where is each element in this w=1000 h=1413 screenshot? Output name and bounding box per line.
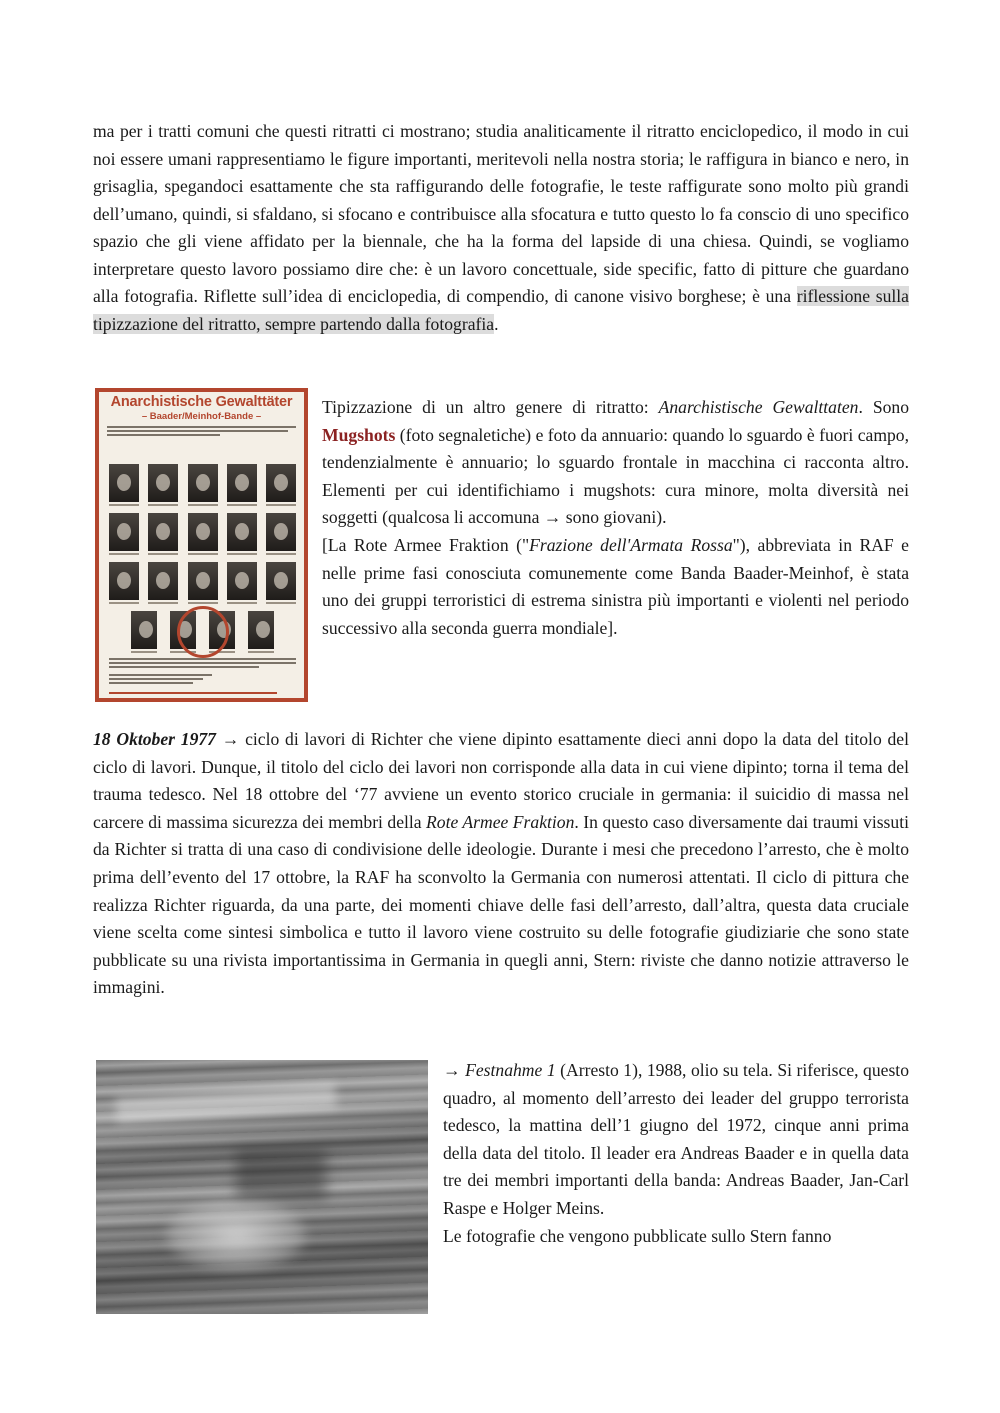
arrow-symbol: → [443,1060,466,1080]
festnahme-section [443,1057,909,1250]
mugshot-photo [109,513,139,551]
raf-note [322,532,909,642]
mugshot-photo [148,562,178,600]
oktober-paragraph [93,726,909,1002]
oktober-title: 18 Oktober 1977 [93,729,216,749]
highlight-circle [177,606,229,658]
mugshot-photo [227,562,257,600]
mugshot-row [109,464,296,506]
mugshot-row [109,562,296,604]
paragraph-richter-portraits [93,118,909,338]
intro-italic-title: Anarchistische Gewalttaten [658,397,859,417]
mugshot-photo [227,464,257,502]
mugshot-row [109,513,296,555]
mugshot-photo [188,464,218,502]
mugshots-section [322,394,909,642]
intro-text: Tipizzazione di un altro genere di ritratto: [322,397,659,417]
paragraph-text: ma per i tratti comuni che questi ritratti ci mostrano; studia analiticamente il ritratto enciclopedico, il modo in cui noi essere umani rappresentiamo le figure importanti, meritevoli nella nostra storia; le raffigura in bianco e nero, in grisaglia, spegandoci esattamente che sta raffigurando delle fotografie, le teste raffigurate sono molto più grandi dell’umano, quindi, si sfaldano, si sfocano e contribuisce alla sfocatura e tutto questo lo fa conscio di uno specifico spazio che gli viene affidato per la biennale, che ha la forma del lapside di una chiesa. Quindi, se vogliamo interpretare questo lavoro possiamo dire che: è un lavoro concettuale, side specific, fatto di pitture che guardano alla fotografia. Riflette sull’idea di enciclopedia, di compendio, di canone visivo borghese; è una [93,121,909,306]
mugshots-keyword: Mugshots [322,424,396,445]
poster-intro-lines [107,426,296,436]
mugshot-photo [227,513,257,551]
stern-paragraph: Le fotografie che vengono pubblicate sullo Stern fanno [443,1225,832,1246]
poster-footer-lines [109,656,296,696]
poster-subtitle: – Baader/Meinhof-Bande – [141,411,262,422]
festnahme-text: (Arresto 1), 1988, olio su tela. Si riferisce, questo quadro, al momento dell’arresto dei leader del gruppo terrorista tedesco, la mattina dell’1 giugno del 1972, cinque anni prima della data del titolo. Il leader era Andreas Baader e in quella data tre dei membri importanti della banda: Andreas Baader, Jan-Carl Raspe e Holger Meins. [443,1060,909,1218]
mugshot-photo [148,464,178,502]
mugshot-photo [109,464,139,502]
mugshot-photo [148,513,178,551]
festnahme-painting-image [96,1060,428,1314]
raf-note-italic: Frazione dell'Armata Rossa [529,534,733,555]
mugshot-photo [131,611,157,649]
oktober-text-2: . In questo caso diversamente dai traumi vissuti da Richter si tratta di una caso di condivisione delle ideologie. Durante i mesi che precedono l’arresto, che è molto prima dell’evento del 17 ottobre, la RAF ha sconvolto la Germania con numerosi attentati. Il ciclo di pittura che realizza Richter riguarda, da una parte, dei momenti chiave delle fasi dell’arresto, dall’altra, questa data cruciale viene scelta come sintesi simbolica e tutto il lavoro viene costruito su delle fotografie giudiziarie che sono state pubblicate su una rivista importantissima in Germania in quegli anni, Stern: riviste che danno notizie attraverso le immagini. [93,811,909,998]
poster-title: Anarchistische Gewalttäter [110,394,293,410]
paragraph-end: . [494,313,499,334]
festnahme-paragraph [443,1057,909,1223]
mugshot-photo [248,611,274,649]
oktober-italic: Rote Armee Fraktion [426,811,575,832]
mugshot-photo [266,464,296,502]
mugshots-body: (foto segnaletiche) e foto da annuario: quando lo sguardo è fuori campo, tendenzialmente è annuario; lo sguardo frontale in macchina ci racconta altro. Elementi per cui identifichiamo i mugshots: cura minore, molta diversità nei soggetti (qualcosa li accomuna → sono giovani). [322,424,909,528]
sono-text: Sono [872,397,909,417]
mugshot-photo [188,513,218,551]
mugshot-photo [266,513,296,551]
raf-note-rest: "), abbreviata in RAF e nelle prime fasi conosciuta comunemente come Banda Baader-Meinhof, è stata uno dei gruppi terroristici di estrema sinistra più importanti e violenti nel periodo successivo alla seconda guerra mondiale]. [322,534,909,638]
wanted-poster-image [95,388,308,702]
festnahme-title: Festnahme 1 [465,1060,556,1080]
mugshot-photo [188,562,218,600]
raf-note-start: [La Rote Armee Fraktion (" [322,534,530,555]
mugshot-photo [266,562,296,600]
highlighted-text: riflessione sulla tipizzazione del ritratto, sempre partendo dalla fotografia [93,286,909,334]
mugshot-photo [109,562,139,600]
intro-end: . [858,397,863,417]
mugshots-paragraph [322,394,909,532]
oktober-text-1: → ciclo di lavori di Richter che viene dipinto esattamente dieci anni dopo la data del titolo del ciclo di lavori. Dunque, il titolo del ciclo dei lavori non corrisponde alla data in cui viene dipinto; torna il tema del trauma tedesco. Nel 18 ottobre del ‘77 avviene un evento storico cruciale in germania: il suicidio di massa nel carcere di massima sicurezza dei membri della [93,729,910,832]
